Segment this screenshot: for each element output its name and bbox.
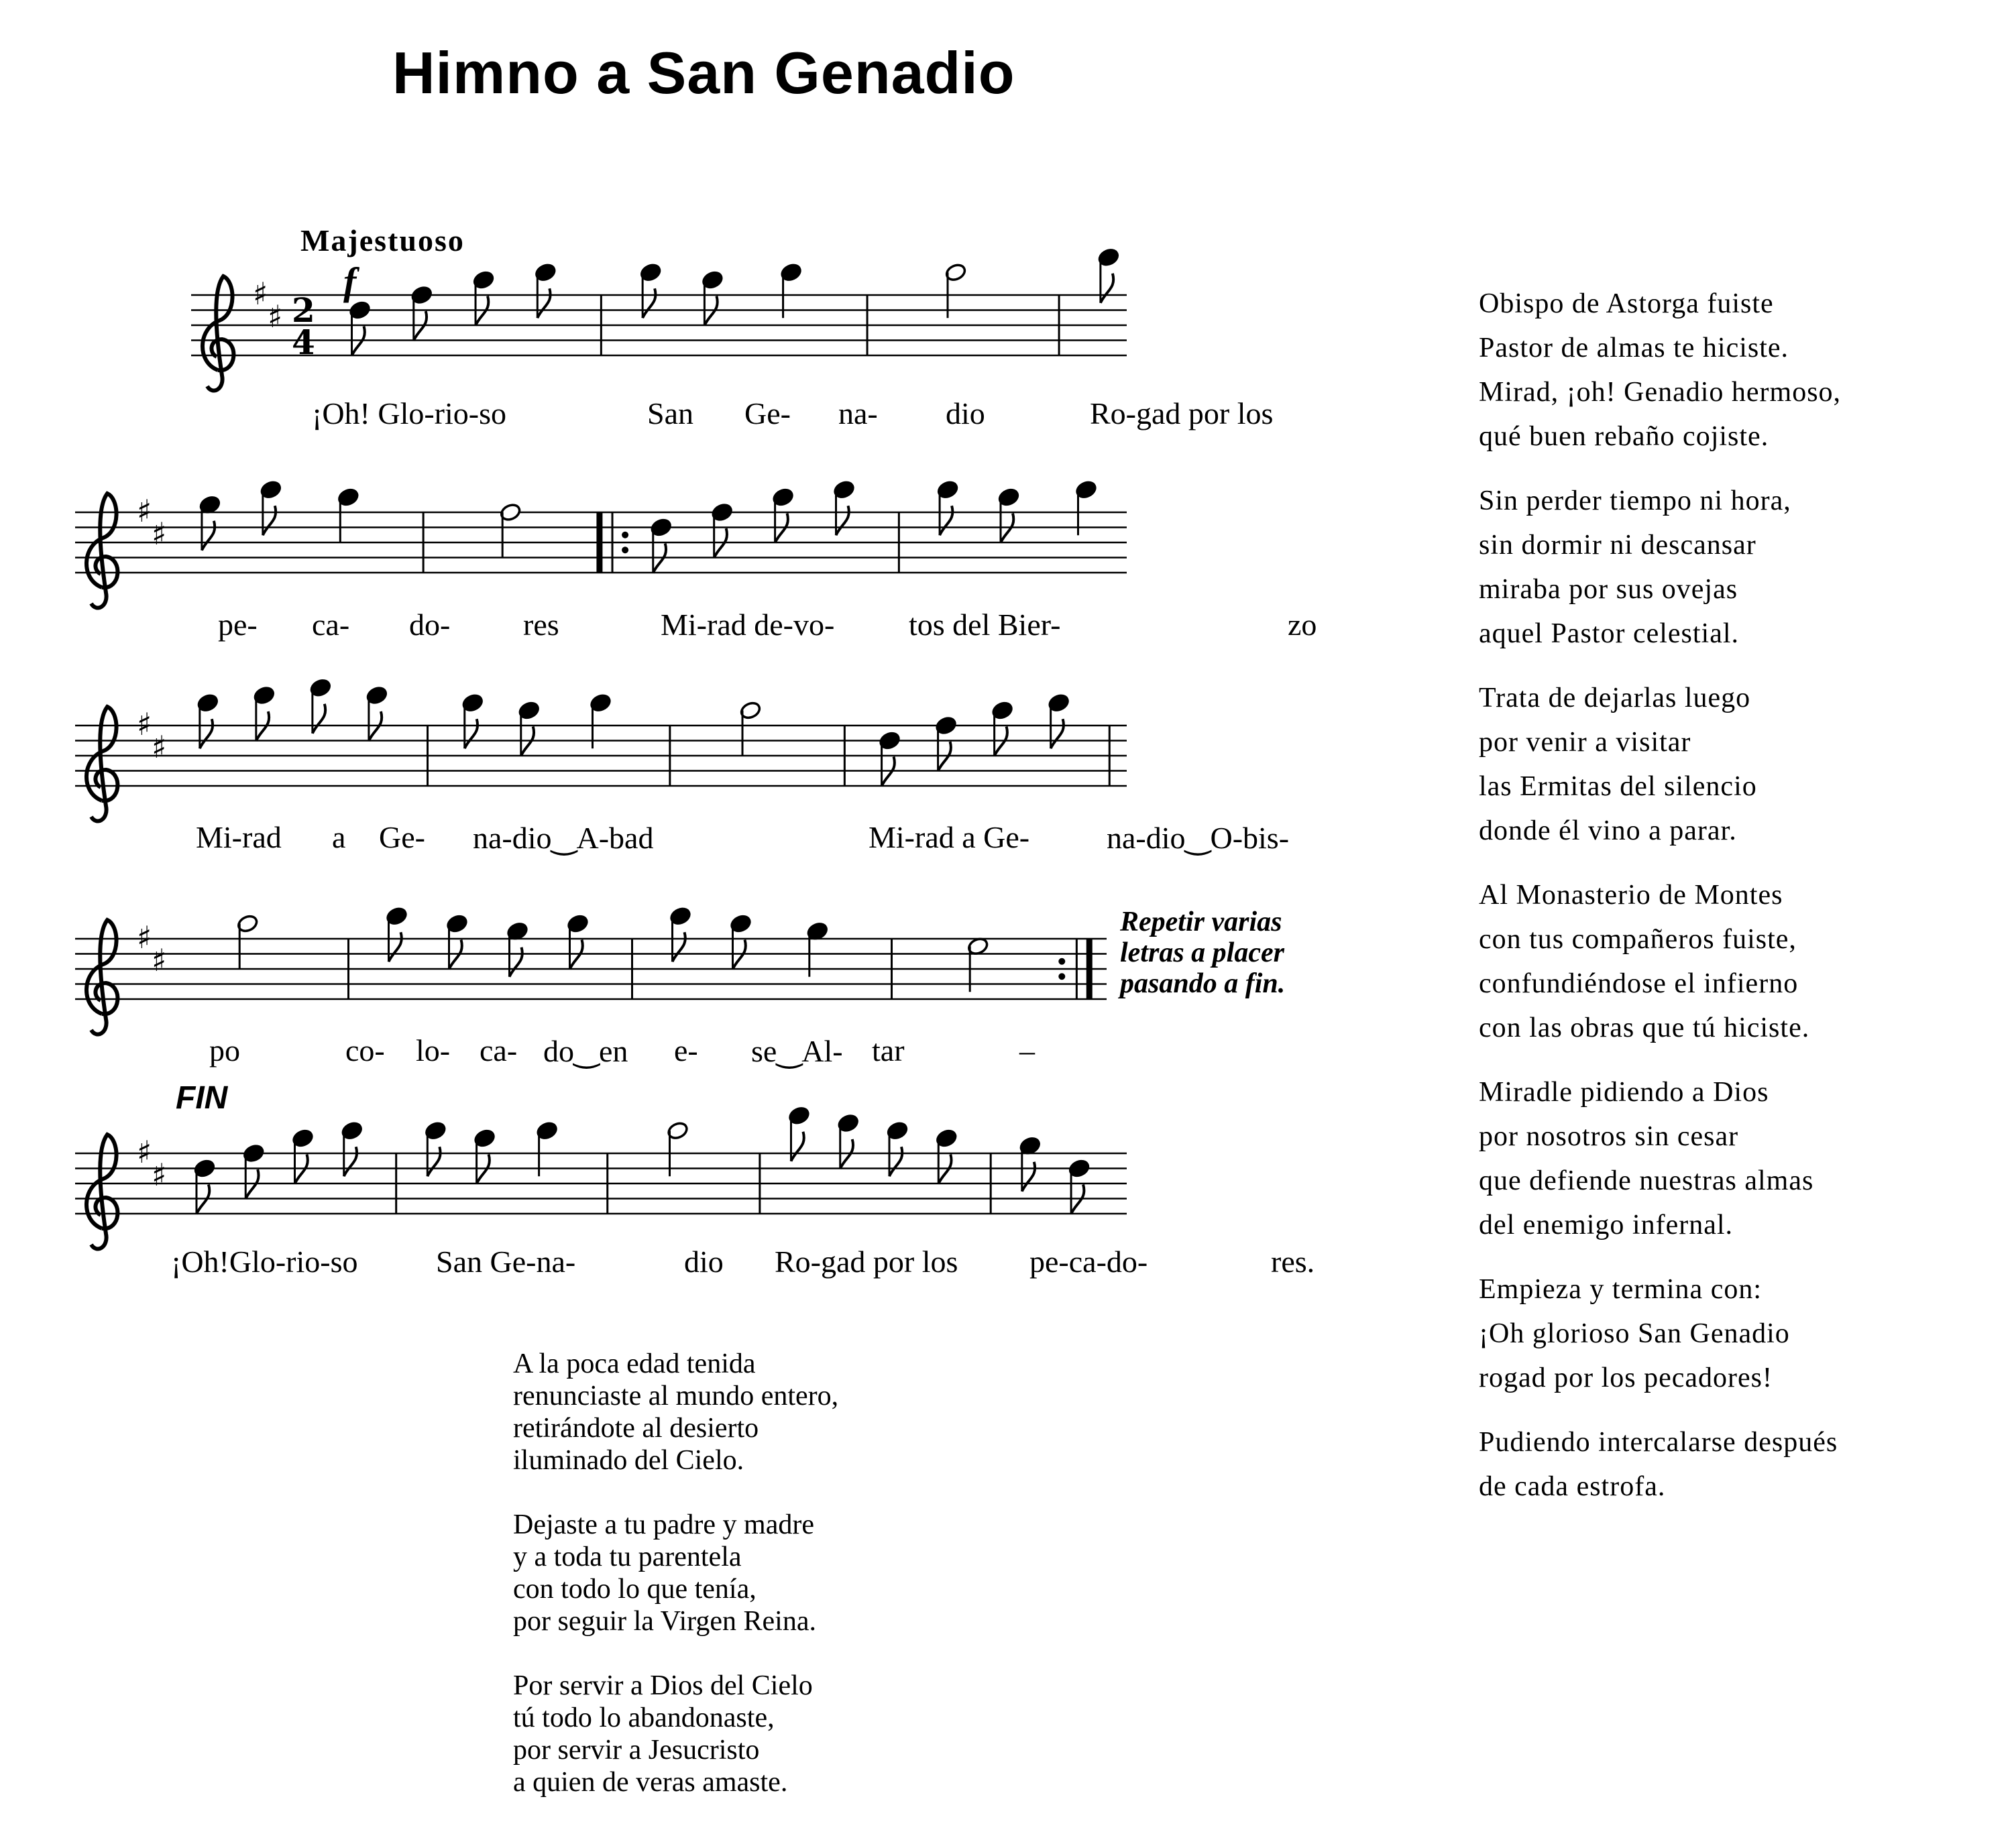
time-sig-bottom: 4	[292, 323, 315, 362]
key-sharp: ♯	[137, 919, 152, 956]
lyric-syllable: Mi-rad	[196, 820, 282, 854]
stanza-line: y a toda tu parentela	[513, 1542, 742, 1572]
treble-clef	[87, 920, 117, 1035]
note-flag	[642, 288, 655, 318]
repeat-dot	[1058, 958, 1065, 965]
key-sharp: ♯	[137, 1134, 152, 1170]
lyric-syllable: dio	[684, 1245, 724, 1279]
time-sig-top: 2	[292, 290, 315, 330]
note-flag	[537, 288, 550, 318]
stanza	[1479, 1267, 1841, 1400]
note-flag	[344, 1147, 357, 1176]
stanza-line: qué buen rebaño cojiste.	[1479, 421, 1769, 452]
stanza-line: Trata de dejarlas luego	[1479, 683, 1751, 713]
note-flag	[202, 521, 215, 551]
lyric-syllable: lo-	[416, 1033, 451, 1067]
key-sharp: ♯	[137, 493, 152, 529]
stanza-line: con tus compañeros fuiste,	[1479, 924, 1797, 955]
note-flag	[791, 1132, 803, 1161]
treble-clef	[87, 707, 117, 821]
stanza-line: Empieza y termina con:	[1479, 1274, 1763, 1305]
stanza-line: tú todo lo abandonaste,	[513, 1702, 775, 1733]
note-flag	[940, 506, 952, 535]
key-sharp: ♯	[137, 706, 152, 742]
stanza	[1479, 282, 1841, 459]
lyric-syllable: na-	[838, 396, 878, 430]
center-stanzas	[513, 1348, 838, 1831]
lyric-syllable: na-dio‿O-bis-	[1107, 821, 1290, 855]
lyric-syllable: ca-	[480, 1033, 518, 1067]
stanza-line: Obispo de Astorga fuiste	[1479, 288, 1774, 319]
treble-clef	[203, 276, 233, 391]
lyric-syllable: San	[647, 396, 693, 430]
stanza	[513, 1670, 838, 1798]
stanza-line: miraba por sus ovejas	[1479, 574, 1738, 605]
lyric-syllable: Mi-rad a Ge-	[869, 820, 1030, 854]
lyric-syllable: tar	[872, 1033, 905, 1067]
lyric-syllable: pe-ca-do-	[1029, 1245, 1148, 1279]
stanza-line: con las obras que tú hiciste.	[1479, 1013, 1810, 1043]
stanza	[1479, 1420, 1841, 1509]
stanza	[1479, 479, 1841, 656]
treble-clef	[87, 494, 117, 608]
note-flag	[836, 506, 849, 535]
note-flag	[1051, 719, 1064, 748]
lyric-syllable: po	[209, 1033, 240, 1067]
note-flag	[389, 932, 402, 962]
lyric-syllable: ¡Oh!Glo-rio-so	[171, 1245, 358, 1279]
note-flag	[263, 506, 276, 535]
lyric-syllable: do-	[409, 608, 451, 642]
lyric-syllable: Ge-	[744, 396, 791, 430]
note-flag	[1101, 274, 1113, 303]
stanza-line: aquel Pastor celestial.	[1479, 618, 1740, 649]
stanza-line: por nosotros sin cesar	[1479, 1121, 1739, 1152]
lyric-syllable: tos del Bier-	[909, 608, 1061, 642]
music-score	[0, 0, 1127, 1294]
repeat-dot	[1058, 973, 1065, 980]
key-sharp: ♯	[268, 298, 283, 335]
key-sharp: ♯	[152, 941, 167, 978]
lyric-syllable: e-	[674, 1033, 698, 1067]
stanza-line: sin dormir ni descansar	[1479, 530, 1756, 561]
stanza-line: iluminado del Cielo.	[513, 1445, 744, 1476]
lyric-syllable: ca-	[312, 608, 350, 642]
repeat-instruction	[1120, 907, 1285, 999]
right-stanzas	[1479, 282, 1841, 1529]
stanza-line: del enemigo infernal.	[1479, 1210, 1734, 1240]
stanza	[513, 1509, 838, 1637]
note-flag	[313, 704, 325, 734]
lyric-syllable: ¡Oh! Glo-rio-so	[312, 396, 506, 430]
stanza-line: Miradle pidiendo a Dios	[1479, 1077, 1769, 1108]
lyric-syllable: a	[332, 820, 346, 854]
stanza-line: las Ermitas del silencio	[1479, 771, 1757, 802]
repeat-dot	[622, 532, 628, 538]
stanza-line: Sin perder tiempo ni hora,	[1479, 485, 1791, 516]
repeat-instruction-line: pasando a fin.	[1120, 968, 1286, 999]
fin-label: FIN	[176, 1080, 228, 1116]
stanza-line: ¡Oh glorioso San Genadio	[1479, 1318, 1790, 1349]
stanza-line: Pudiendo intercalarse después	[1479, 1427, 1838, 1458]
lyric-syllable: do‿en	[543, 1034, 628, 1068]
stanza-line: a quien de veras amaste.	[513, 1767, 788, 1798]
stanza-line: con todo lo que tenía,	[513, 1574, 757, 1605]
lyric-syllable: dio	[946, 396, 985, 430]
stanza-line: donde él vino a parar.	[1479, 815, 1737, 846]
note-flag	[465, 719, 478, 748]
key-sharp: ♯	[152, 515, 167, 552]
stanza-line: Mirad, ¡oh! Genadio hermoso,	[1479, 377, 1842, 408]
stanza-line: confundiéndose el infierno	[1479, 968, 1799, 999]
lyric-syllable: Mi-rad de-vo-	[661, 608, 835, 642]
stanza-line: Por servir a Dios del Cielo	[513, 1670, 813, 1701]
lyric-syllable: Ro-gad por los	[1090, 396, 1274, 430]
lyric-syllable: Ge-	[379, 820, 425, 854]
lyric-syllable: na-dio‿A-bad	[473, 821, 654, 855]
key-sharp: ♯	[152, 1156, 167, 1193]
stanza-line: Pastor de almas te hiciste.	[1479, 333, 1789, 363]
note-flag	[673, 932, 685, 962]
lyric-syllable: se‿Al-	[751, 1034, 843, 1068]
lyric-syllable: San Ge-na-	[436, 1245, 576, 1279]
page-title: Himno a San Genadio	[392, 40, 1015, 106]
stanza	[513, 1348, 838, 1477]
repeat-instruction-line: Repetir varias	[1120, 907, 1282, 937]
treble-clef	[87, 1135, 117, 1249]
lyric-syllable: –	[1019, 1033, 1035, 1067]
repeat-dot	[622, 546, 628, 553]
lyric-syllable: zo	[1288, 608, 1317, 642]
tempo-marking: Majestuoso	[300, 223, 465, 257]
lyric-syllable: res	[523, 608, 559, 642]
note-flag	[889, 1147, 902, 1176]
stanza-line: A la poca edad tenida	[513, 1348, 756, 1379]
stanza	[1479, 1070, 1841, 1247]
stanza-line: retirándote al desierto	[513, 1413, 759, 1444]
key-sharp: ♯	[152, 728, 167, 765]
stanza-line: por servir a Jesucristo	[513, 1735, 760, 1766]
note-flag	[1022, 1162, 1035, 1192]
stanza	[1479, 873, 1841, 1050]
stanza-line: de cada estrofa.	[1479, 1471, 1666, 1502]
lyric-syllable: co-	[345, 1033, 385, 1067]
lyric-syllable: pe-	[218, 608, 258, 642]
stanza-line: Dejaste a tu padre y madre	[513, 1509, 814, 1540]
repeat-instruction-line: letras a placer	[1120, 937, 1284, 968]
stanza-line: que defiende nuestras almas	[1479, 1165, 1814, 1196]
stanza	[1479, 676, 1841, 853]
note-flag	[427, 1147, 440, 1176]
stanza-line: por seguir la Virgen Reina.	[513, 1606, 816, 1637]
lyric-syllable: res.	[1271, 1245, 1315, 1279]
stanza-line: renunciaste al mundo entero,	[513, 1381, 839, 1411]
stanza-line: Al Monasterio de Montes	[1479, 880, 1783, 911]
stanza-line: rogad por los pecadores!	[1479, 1363, 1773, 1393]
lyric-syllable: Ro-gad por los	[775, 1245, 958, 1279]
note-flag	[510, 947, 522, 977]
note-flag	[200, 719, 213, 748]
stanza-line: por venir a visitar	[1479, 727, 1691, 758]
dynamic-marking: f	[343, 259, 357, 303]
key-sharp: ♯	[253, 276, 268, 312]
